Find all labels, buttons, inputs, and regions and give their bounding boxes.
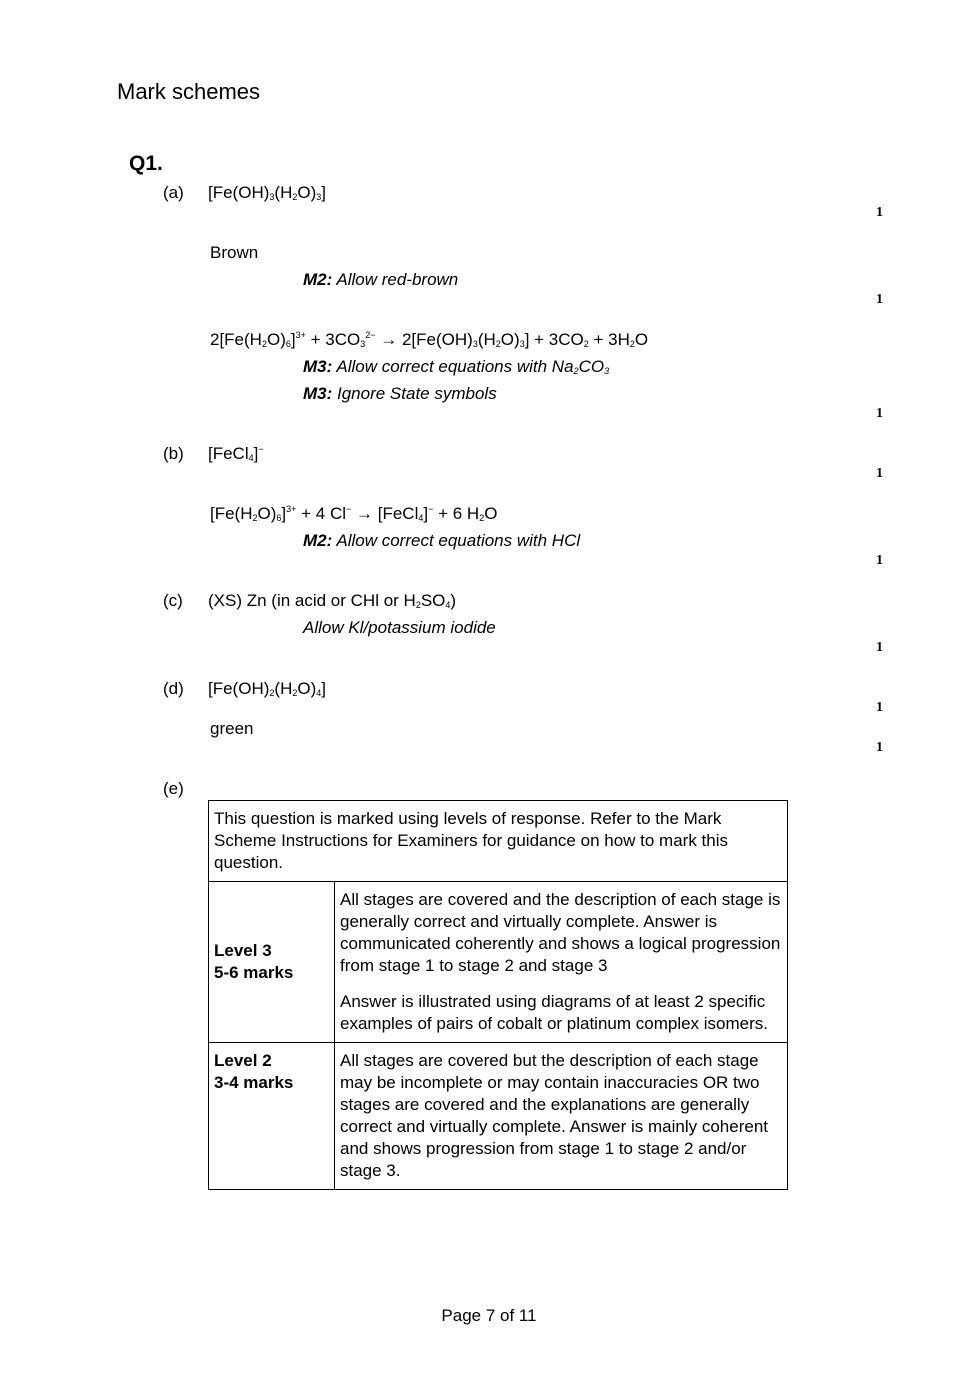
table-row	[209, 1043, 788, 1190]
mark-c1: 1	[876, 640, 883, 655]
part-d-colour: green	[210, 719, 254, 738]
level-marks: 3-4 marks	[214, 1073, 294, 1092]
mark-a1: 1	[876, 205, 883, 220]
table-intro: This question is marked using levels of response. Refer to the Mark Scheme Instructions for Examiners for guidance on how to mark this question.	[209, 801, 788, 882]
mark-a3: 1	[876, 406, 883, 421]
part-c-label: (c)	[163, 591, 183, 610]
mark-b1: 1	[876, 466, 883, 481]
level-description-text: All stages are covered and the description of each stage is generally correct and virtually complete. Answer is communicated coherently and shows a logical progression from stage 1 to stage 2 and stage 3	[340, 890, 781, 975]
part-a-equation: $2[Fe(H_2O)_6]^{3+} + 3CO_3^{2-} \to 2[Fe(OH)_3(H_2O)_3] + 3CO_2 + 3H_2O$	[210, 330, 649, 349]
part-d-label: (d)	[163, 679, 184, 698]
part-e-label: (e)	[163, 779, 184, 798]
part-d-formula: $[Fe(OH)_2(H_2O)_4]$	[208, 679, 327, 698]
mark-a2: 1	[876, 292, 883, 307]
part-b-equation: $[Fe(H_2O)_6]^{3+} + 4$ Cl− → [FeCl$_4$]− + 6 $H_2O$	[210, 504, 498, 523]
part-a-note-m3a: M3: Allow correct equations with $Na_2CO_3$	[303, 357, 610, 376]
level-cell	[209, 1043, 335, 1190]
level-marks: 5-6 marks	[214, 963, 294, 982]
level-description-text: Answer is illustrated using diagrams of at least 2 specific examples of pairs of cobalt or platinum complex isomers.	[340, 992, 769, 1033]
page-heading: Mark schemes	[117, 79, 261, 104]
part-a-note-m2: M2: Allow red-brown	[303, 270, 459, 289]
level-name: Level 2	[214, 1051, 272, 1070]
level-name: Level 3	[214, 941, 272, 960]
question-number: Q1.	[129, 152, 163, 175]
level-description	[335, 1043, 788, 1190]
mark-d2: 1	[876, 740, 883, 755]
part-b-note-m2: M2: Allow correct equations with HCl	[303, 531, 581, 550]
table-intro-row	[209, 801, 788, 882]
part-c-note: Allow Kl/potassium iodide	[303, 618, 496, 637]
part-c-answer: (XS) Zn (in acid or CHl or $H_2SO_4$)	[208, 591, 457, 610]
part-a-formula: $[Fe(OH)_3(H_2O)_3]$	[208, 183, 327, 202]
part-b-formula: [FeCl$_4$]−	[208, 444, 264, 463]
level-description-text: All stages are covered but the description of each stage may be incomplete or may contain inaccuracies OR two stages are covered and the explanations are generally correct and virtually complete. Answer is mainly coherent and shows progression from stage 1 to stage 2 and/or stage 3.	[340, 1051, 769, 1180]
part-a-note-m3b: M3: Ignore State symbols	[303, 384, 497, 403]
mark-b2: 1	[876, 553, 883, 568]
page-footer: Page 7 of 11	[441, 1306, 537, 1325]
part-b-label: (b)	[163, 444, 184, 463]
table-row	[209, 882, 788, 1043]
level-description	[335, 882, 788, 1043]
mark-d1: 1	[876, 700, 883, 715]
part-a-label: (a)	[163, 183, 184, 202]
part-a-colour: Brown	[210, 243, 259, 262]
level-cell	[209, 882, 335, 1043]
levels-of-response-table	[208, 800, 788, 1190]
